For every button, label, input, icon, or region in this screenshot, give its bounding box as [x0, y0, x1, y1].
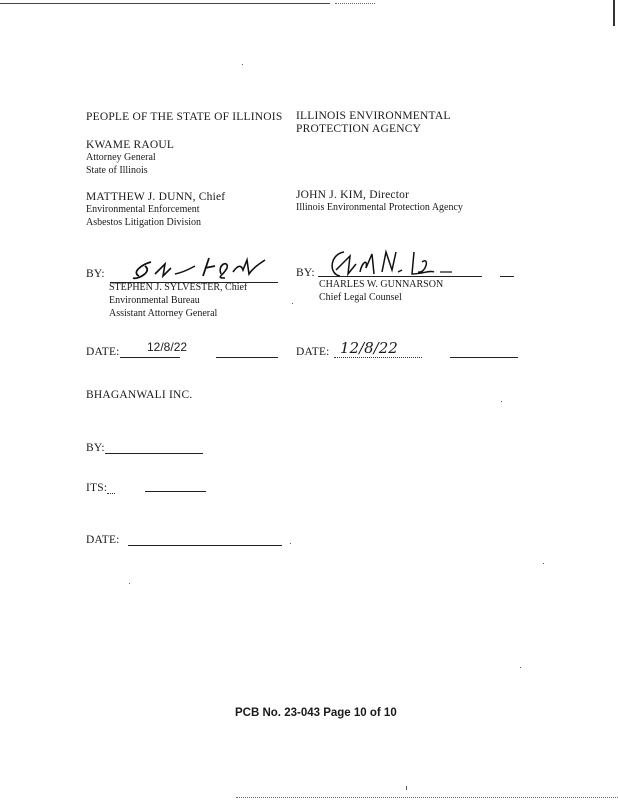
- party-left: PEOPLE OF THE STATE OF ILLINOIS: [86, 111, 283, 123]
- chief-name: MATTHEW J. DUNN, Chief: [86, 191, 226, 203]
- scan-speck: [290, 543, 291, 544]
- date-label-right: DATE:: [296, 346, 330, 358]
- chief-title-1: Environmental Enforcement: [86, 204, 200, 215]
- by-label-right: BY:: [296, 267, 315, 279]
- scan-speck: [242, 64, 243, 65]
- company-name: BHAGANWALI INC.: [86, 389, 193, 401]
- scan-top-border: [0, 3, 330, 4]
- party-right-2: PROTECTION AGENCY: [296, 123, 422, 135]
- scan-right-edge: [613, 0, 615, 26]
- signer-name-left: STEPHEN J. SYLVESTER, Chief: [109, 282, 248, 293]
- chief-title-2: Asbestos Litigation Division: [86, 217, 201, 228]
- official-title-2: State of Illinois: [86, 165, 148, 176]
- signature-line-right: [318, 276, 482, 277]
- date-label-left: DATE:: [86, 346, 120, 358]
- footer-prefix: PCB No.: [235, 707, 285, 719]
- scan-speck: [292, 303, 293, 304]
- official-title-1: Attorney General: [86, 152, 156, 163]
- scan-speck: [543, 563, 544, 564]
- date-line-right-2: [450, 357, 518, 358]
- signature-gunnarson: [322, 244, 472, 280]
- date-value-left: 12/8/22: [147, 340, 188, 354]
- scan-top-border-dots: [335, 3, 375, 4]
- date-value-right: 12/8/22: [340, 339, 398, 357]
- scan-speck: [520, 667, 521, 668]
- company-its-line-2: [145, 491, 206, 492]
- scan-speck: [129, 583, 130, 584]
- signature-line-right-tail: [500, 276, 514, 277]
- signer-title-left-1: Environmental Bureau: [109, 295, 200, 306]
- signature-sylvester: [125, 250, 275, 286]
- director-title: Illinois Environmental Protection Agency: [296, 202, 463, 213]
- scan-speck: [406, 786, 407, 790]
- official-name: KWAME RAOUL: [86, 139, 175, 151]
- company-its-line-1: [107, 493, 115, 494]
- company-date-label: DATE:: [86, 534, 120, 546]
- date-line-right-1: [334, 357, 422, 358]
- footer-case-no: 23: [284, 707, 297, 719]
- scan-speck: [501, 401, 502, 402]
- company-date-line: [128, 545, 282, 546]
- party-right-1: ILLINOIS ENVIRONMENTAL: [296, 110, 451, 122]
- signer-name-right: CHARLES W. GUNNARSON: [319, 279, 444, 290]
- signer-title-left-2: Assistant Attorney General: [109, 308, 218, 319]
- footer-suffix: -043 Page 10 of 10: [297, 707, 397, 719]
- page-footer: [235, 707, 397, 719]
- date-line-left-1: [120, 357, 180, 358]
- director-name: JOHN J. KIM, Director: [296, 189, 410, 201]
- scan-bottom-border: [236, 797, 618, 798]
- company-by-label: BY:: [86, 442, 105, 454]
- signer-title-right: Chief Legal Counsel: [319, 292, 402, 303]
- company-by-line: [105, 453, 203, 454]
- date-line-left-2: [216, 357, 278, 358]
- company-its-label: ITS:: [86, 482, 108, 494]
- by-label-left: BY:: [86, 268, 105, 280]
